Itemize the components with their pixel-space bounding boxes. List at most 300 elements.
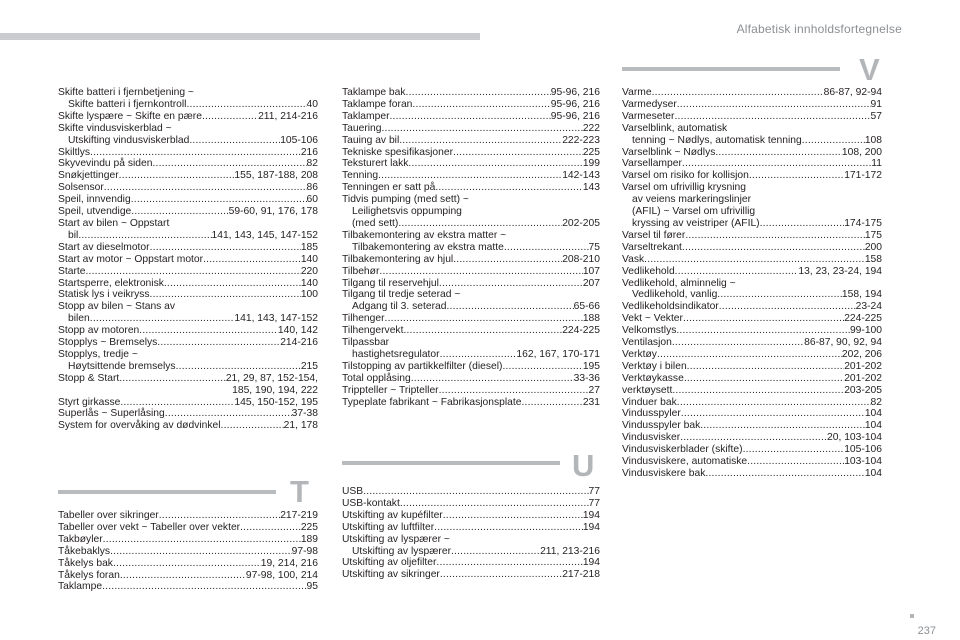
- index-term: Snøkjettinger: [58, 170, 119, 182]
- index-entry: [58, 182, 318, 194]
- index-line: [342, 313, 600, 325]
- index-term: Stopp av bilen ~ Stans av: [58, 301, 176, 313]
- index-term: Skifte lyspære ~ Skifte en pære: [58, 110, 202, 122]
- index-term: Tauering: [342, 122, 382, 134]
- index-line: [58, 420, 318, 432]
- section-v-rule: [622, 67, 840, 71]
- index-line: [58, 242, 318, 254]
- index-term: Solsensor: [58, 182, 104, 194]
- index-line: [58, 206, 318, 218]
- dot-leader: [760, 218, 845, 230]
- index-line: [622, 266, 882, 278]
- index-line: [342, 99, 600, 111]
- page-reference: 231: [582, 396, 600, 408]
- index-term: Utskifting vindusviskerblad: [68, 134, 190, 146]
- dot-leader: [176, 361, 301, 373]
- index-term: Utskifting av oljefilter: [342, 557, 437, 569]
- index-line: [622, 182, 882, 194]
- index-term: Tåkelys bak: [58, 557, 113, 569]
- index-entry: [58, 278, 318, 290]
- index-term: hastighetsregulator: [352, 348, 440, 360]
- index-entry: [622, 313, 882, 325]
- index-term: Vindusspyler bak: [622, 420, 701, 432]
- index-line: [342, 349, 600, 361]
- dot-leader: [700, 420, 865, 432]
- index-term: Utskifting av luftfilter: [342, 521, 435, 533]
- index-term: Teksturert lakk: [342, 158, 409, 170]
- index-line: [622, 230, 882, 242]
- index-line: [58, 301, 318, 313]
- index-term: Varsel om risiko for kollisjon: [622, 170, 749, 182]
- index-entry: [342, 194, 600, 230]
- dot-leader: [186, 99, 306, 111]
- page-reference: 222-223: [562, 134, 600, 146]
- index-term: Stopp av motoren: [58, 325, 140, 337]
- dot-leader: [221, 420, 284, 432]
- index-line: [622, 206, 882, 218]
- index-entry: [58, 420, 318, 432]
- index-term: Varseltrekant: [622, 241, 682, 253]
- page-reference: 217-219: [280, 510, 318, 521]
- index-line: [342, 194, 600, 206]
- dot-leader: [687, 361, 845, 373]
- index-entry: [58, 510, 318, 522]
- page-reference: 188: [582, 313, 600, 325]
- index-term: Vask: [622, 253, 645, 265]
- index-column-s: [58, 87, 318, 432]
- page-reference: 145, 150-152, 195: [234, 396, 318, 408]
- dot-leader: [202, 111, 258, 123]
- page-reference: 215: [300, 360, 318, 372]
- index-line: [58, 534, 318, 546]
- page-reference: 75: [588, 241, 600, 253]
- index-term: Utskifting av kupéfilter: [342, 509, 443, 521]
- dot-leader: [385, 313, 583, 325]
- dot-leader: [152, 158, 306, 170]
- dot-leader: [443, 510, 583, 522]
- index-entry: [342, 170, 600, 182]
- index-term: Varme: [622, 87, 652, 98]
- index-entry: [58, 337, 318, 349]
- index-line: [58, 510, 318, 522]
- page-reference: 97-98, 100, 214: [245, 569, 318, 581]
- index-entry: [342, 87, 600, 99]
- page-reference: 11: [871, 158, 882, 170]
- index-term: Utskifting av lyspærer: [352, 545, 451, 557]
- index-line: [58, 147, 318, 159]
- page-reference: 224-225: [844, 313, 882, 325]
- index-entry: [342, 337, 600, 361]
- index-line: [342, 266, 600, 278]
- index-term: kryssing av veistriper (AFIL): [632, 217, 760, 229]
- index-term: Vindusviskere, automatiske: [622, 456, 748, 468]
- index-entry: [342, 289, 600, 313]
- index-line: [342, 546, 600, 558]
- index-term: USB-kontakt: [342, 497, 400, 509]
- page-reference: 202, 206: [841, 348, 882, 360]
- page-reference: 65-66: [573, 301, 600, 313]
- page-reference: 82: [306, 158, 318, 170]
- index-term: Varselblink ~ Nødlys: [622, 146, 716, 158]
- dot-leader: [802, 135, 865, 147]
- index-term: Tilbehør: [342, 265, 380, 277]
- page-reference: 37-38: [291, 408, 318, 420]
- page-reference: 185, 190, 194, 222: [232, 384, 318, 396]
- index-line: [342, 230, 600, 242]
- index-term: Varsel om ufrivillig krysning: [622, 182, 746, 194]
- index-entry: [622, 266, 882, 278]
- page-reference: 104: [864, 468, 882, 479]
- page-reference: 220: [300, 265, 318, 277]
- index-line: [342, 397, 600, 409]
- dot-leader: [411, 373, 574, 385]
- index-line: [622, 87, 882, 99]
- index-term: Vedlikehold: [622, 265, 675, 277]
- index-entry: [622, 444, 882, 456]
- page-reference: 77: [588, 497, 600, 509]
- dot-leader: [90, 147, 301, 159]
- index-entry: [622, 420, 882, 432]
- index-entry: [622, 99, 882, 111]
- index-entry: [342, 313, 600, 325]
- page-reference: 216: [300, 146, 318, 158]
- page-reference: 86-87, 90, 92, 94: [804, 337, 882, 349]
- dot-leader: [717, 289, 842, 301]
- page-reference: 57: [870, 110, 882, 122]
- index-line: [58, 87, 318, 99]
- index-entry: [342, 498, 600, 510]
- index-line: [58, 170, 318, 182]
- dot-leader: [705, 468, 864, 480]
- index-term: Tidvis pumping (med sett) ~: [342, 194, 469, 206]
- index-entry: [342, 266, 600, 278]
- dot-leader: [400, 498, 589, 510]
- index-term: Taklamper: [342, 110, 390, 122]
- index-entry: [58, 266, 318, 278]
- index-entry: [622, 456, 882, 468]
- dot-leader: [189, 135, 280, 147]
- page-reference: 103-104: [844, 456, 882, 468]
- page-reference: 60: [306, 194, 318, 206]
- index-line: [622, 373, 882, 385]
- index-line: [622, 170, 882, 182]
- dot-leader: [110, 546, 292, 558]
- index-term: Total opplåsing: [342, 372, 411, 384]
- index-entry: [342, 522, 600, 534]
- index-term: Skifte batteri i fjernkontroll: [68, 98, 187, 110]
- index-line: [622, 325, 882, 337]
- index-entry: [342, 385, 600, 397]
- dot-leader: [203, 254, 301, 266]
- index-line: [342, 111, 600, 123]
- index-term: Taklampe: [58, 581, 103, 593]
- index-term: Styrt girkasse: [58, 396, 121, 408]
- index-line: [622, 408, 882, 420]
- index-line: [342, 147, 600, 159]
- index-term: Skifte vindusviskerblad ~: [58, 122, 172, 134]
- index-line: [622, 337, 882, 349]
- page-reference: 100: [300, 289, 318, 301]
- index-entry: [622, 385, 882, 397]
- index-term: Starte: [58, 265, 86, 277]
- dot-leader: [78, 230, 211, 242]
- index-line: [342, 534, 600, 546]
- index-term: Skifte batteri i fjernbetjening ~: [58, 87, 194, 98]
- dot-leader: [684, 373, 844, 385]
- index-term: Tekniske spesifikasjoner: [342, 146, 454, 158]
- index-entry: [342, 182, 600, 194]
- index-line: [342, 218, 600, 230]
- page-reference: 201-202: [844, 360, 882, 372]
- page-reference: 59-60, 91, 176, 178: [228, 206, 318, 218]
- index-entry: [622, 432, 882, 444]
- index-entry: [58, 534, 318, 546]
- index-line: [342, 301, 600, 313]
- index-line: [622, 242, 882, 254]
- dot-leader: [451, 546, 540, 558]
- page-reference: 200: [864, 241, 882, 253]
- dot-leader: [157, 337, 280, 349]
- page-reference: 23-24: [855, 301, 882, 313]
- index-line: [622, 123, 882, 135]
- index-term: (AFIL) ~ Varsel om ufrivillig: [632, 206, 756, 218]
- page-reference: 33-36: [573, 372, 600, 384]
- page-reference: 95: [306, 581, 318, 593]
- index-term: System for overvåking av dødvinkel: [58, 420, 221, 432]
- index-term: Typeplate fabrikant ~ Fabrikasjonsplate: [342, 396, 522, 408]
- index-entry: [58, 111, 318, 123]
- index-line: [342, 361, 600, 373]
- dot-leader: [672, 385, 844, 397]
- index-term: Tabeller over sikringer: [58, 510, 159, 521]
- dot-leader: [672, 337, 804, 349]
- index-term: bilen: [68, 313, 90, 325]
- index-entry: [622, 397, 882, 409]
- dot-leader: [159, 510, 280, 522]
- page-marker: [910, 614, 914, 618]
- dot-leader: [119, 373, 226, 385]
- page-reference: 104: [864, 408, 882, 420]
- index-line: [622, 301, 882, 313]
- index-entry: [58, 206, 318, 218]
- index-term: Tilgang til reservehjul: [342, 277, 439, 289]
- page-reference: 21, 29, 87, 152-154,: [225, 372, 318, 384]
- page-reference: 108, 200: [841, 146, 882, 158]
- index-term: Vindusvisker: [622, 432, 681, 444]
- page-reference: 214-216: [280, 337, 318, 349]
- index-term: Statisk lys i veikryss: [58, 289, 150, 301]
- index-line: [342, 385, 600, 397]
- index-term: Taklampe foran: [342, 98, 413, 110]
- index-entry: [342, 373, 600, 385]
- dot-leader: [90, 313, 235, 325]
- page-reference: 155, 187-188, 208: [234, 170, 318, 182]
- index-line: [58, 325, 318, 337]
- index-entry: [58, 301, 318, 325]
- index-entry: [622, 230, 882, 242]
- index-line: [342, 289, 600, 301]
- index-term: Taklampe bak: [342, 87, 406, 98]
- index-term: Varselblink, automatisk: [622, 122, 728, 134]
- page-reference: 225: [300, 521, 318, 533]
- index-term: Start av bilen ~ Oppstart: [58, 217, 170, 229]
- index-line: [58, 546, 318, 558]
- index-line: [622, 254, 882, 266]
- index-term: Varmeseter: [622, 110, 675, 122]
- section-letter-t: T: [290, 474, 309, 509]
- index-entry: [58, 123, 318, 147]
- index-line: [622, 397, 882, 409]
- index-term: USB: [342, 486, 364, 497]
- index-term: Varsel til fører: [622, 229, 686, 241]
- index-entry: [58, 581, 318, 593]
- index-line: [622, 313, 882, 325]
- index-entry: [342, 325, 600, 337]
- page-reference: 162, 167, 170-171: [516, 348, 600, 360]
- page-reference: 203-205: [844, 384, 882, 396]
- index-line: [58, 135, 318, 147]
- dot-leader: [120, 397, 234, 409]
- index-entry: [342, 397, 600, 409]
- index-line: [342, 325, 600, 337]
- index-line: [622, 456, 882, 468]
- dot-leader: [379, 266, 582, 278]
- index-line: [58, 278, 318, 290]
- page-reference: 174-175: [844, 217, 882, 229]
- page-reference: 99-100: [849, 325, 882, 337]
- page-reference: 217-218: [562, 569, 600, 581]
- page-reference: 105-106: [844, 444, 882, 456]
- index-line: [58, 158, 318, 170]
- index-entry: [622, 147, 882, 159]
- dot-leader: [439, 385, 589, 397]
- index-line: [342, 486, 600, 498]
- index-line: [58, 558, 318, 570]
- dot-leader: [685, 230, 864, 242]
- index-term: Tabeller over vekt ~ Tabeller over vekter: [58, 521, 241, 533]
- page-reference: 158, 194: [841, 289, 882, 301]
- index-entry: [58, 349, 318, 373]
- page-reference: 21, 178: [283, 420, 318, 432]
- index-line: [342, 206, 600, 218]
- page-reference: 13, 23, 23-24, 194: [798, 265, 882, 277]
- dot-leader: [436, 557, 582, 569]
- index-entry: [622, 373, 882, 385]
- index-line: [342, 158, 600, 170]
- page-reference: 171-172: [844, 170, 882, 182]
- page-reference: 95-96, 216: [550, 110, 600, 122]
- index-line: [58, 408, 318, 420]
- index-line: [342, 522, 600, 534]
- index-line: [58, 111, 318, 123]
- dot-leader: [453, 147, 583, 159]
- index-term: Startsperre, elektronisk: [58, 277, 164, 289]
- index-line: [58, 397, 318, 409]
- page-reference: 185: [300, 241, 318, 253]
- index-entry: [58, 522, 318, 534]
- page-reference: 199: [582, 158, 600, 170]
- index-term: Vinduer bak: [622, 396, 677, 408]
- page-reference: 82: [870, 396, 882, 408]
- index-term: Vekt ~ Vekter: [622, 313, 683, 325]
- index-term: (med sett): [352, 217, 399, 229]
- index-entry: [342, 557, 600, 569]
- index-term: Utskifting av sikringer: [342, 569, 440, 581]
- dot-leader: [677, 99, 871, 111]
- page-reference: 140: [300, 277, 318, 289]
- index-line: [622, 147, 882, 159]
- index-line: [342, 182, 600, 194]
- index-entry: [342, 569, 600, 581]
- page-reference: 86: [306, 182, 318, 194]
- index-entry: [342, 123, 600, 135]
- index-term: Leilighetsvis oppumping: [352, 206, 462, 218]
- index-column-u: [342, 486, 600, 581]
- index-entry: [342, 486, 600, 498]
- dot-leader: [644, 254, 865, 266]
- index-term: Vedlikeholdsindikator: [622, 301, 719, 313]
- index-entry: [58, 158, 318, 170]
- index-entry: [58, 170, 318, 182]
- index-term: Tenning: [342, 170, 379, 182]
- page-reference: 202-205: [562, 217, 600, 229]
- index-term: Stopp & Start: [58, 372, 120, 384]
- page-reference: 143: [582, 182, 600, 194]
- index-line: [622, 444, 882, 456]
- dot-leader: [453, 254, 562, 266]
- index-line: [342, 373, 600, 385]
- index-entry: [58, 408, 318, 420]
- dot-leader: [715, 147, 842, 159]
- index-term: Superlås ~ Superlåsing: [58, 408, 165, 420]
- index-term: av veiens markeringslinjer: [632, 194, 752, 206]
- index-line: [622, 194, 882, 206]
- index-entry: [58, 397, 318, 409]
- index-line: [622, 135, 882, 147]
- index-entry: [622, 242, 882, 254]
- index-entry: [342, 510, 600, 522]
- page-reference: 194: [582, 521, 600, 533]
- index-term: Vindusviskerblader (skifte): [622, 444, 743, 456]
- dot-leader: [446, 301, 573, 313]
- index-line: [58, 218, 318, 230]
- index-entry: [342, 361, 600, 373]
- index-term: Tilhenger: [342, 313, 385, 325]
- header-bar: [0, 33, 480, 40]
- page-reference: 20, 103-104: [827, 432, 882, 444]
- dot-leader: [504, 242, 589, 254]
- index-line: [58, 266, 318, 278]
- index-term: Takbøyler: [58, 533, 103, 545]
- index-term: tenning ~ Nødlys, automatisk tenning: [632, 134, 802, 146]
- index-term: Adgang til 3. seterad: [352, 301, 447, 313]
- index-entry: [622, 337, 882, 349]
- index-line: [58, 289, 318, 301]
- dot-leader: [113, 558, 261, 570]
- index-column-v: [622, 87, 882, 480]
- index-line: [58, 570, 318, 582]
- index-term: Skyvevindu på siden: [58, 158, 153, 170]
- index-entry: [342, 99, 600, 111]
- dot-leader: [434, 522, 583, 534]
- section-letter-v: V: [859, 52, 880, 87]
- dot-leader: [675, 266, 799, 278]
- dot-leader: [677, 397, 871, 409]
- index-term: Verktøykasse: [622, 372, 684, 384]
- index-entry: [58, 558, 318, 570]
- index-entry: [622, 301, 882, 313]
- dot-leader: [682, 158, 871, 170]
